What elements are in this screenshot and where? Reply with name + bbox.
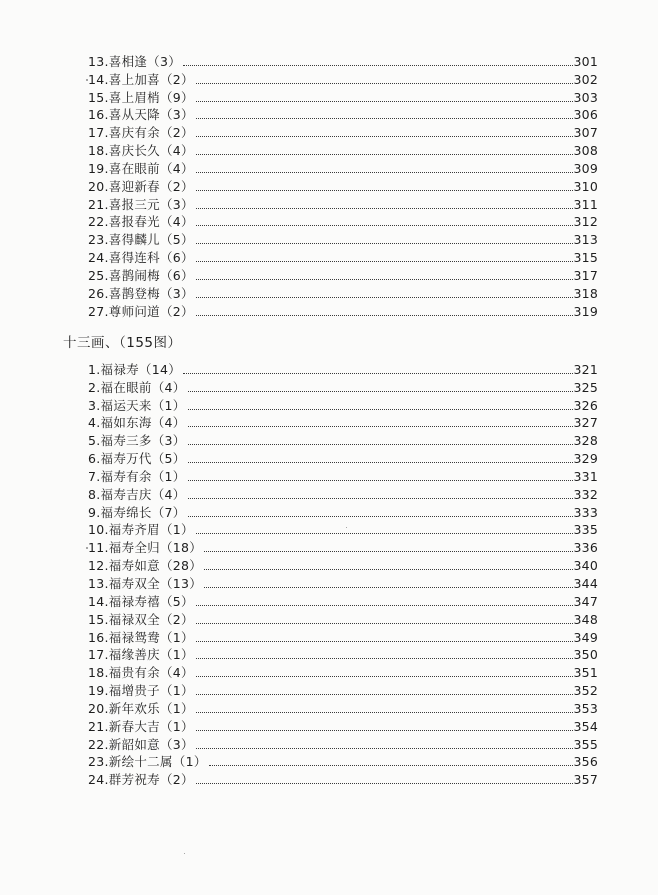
toc-entry[interactable]	[88, 122, 598, 140]
toc-entry-page: 347	[573, 593, 598, 609]
toc-entry-title: 13.福寿双全（13）	[88, 575, 203, 591]
toc-entry[interactable]	[88, 377, 598, 395]
toc-entry-page: 313	[573, 232, 598, 248]
scan-speck	[86, 79, 88, 81]
dot-leader	[188, 461, 573, 463]
dot-leader	[196, 640, 573, 642]
dot-leader	[196, 782, 573, 784]
dot-leader	[196, 314, 573, 316]
dot-leader	[196, 207, 573, 209]
toc-entry-page: 301	[573, 53, 598, 69]
toc-entry-page: 333	[573, 504, 598, 520]
toc-entry-page: 303	[573, 89, 598, 105]
toc-entry[interactable]	[88, 283, 598, 301]
toc-entry[interactable]	[88, 301, 598, 319]
toc-entry[interactable]	[88, 176, 598, 194]
dot-leader	[188, 425, 573, 427]
toc-entry[interactable]	[88, 502, 598, 520]
toc-entry-page: 315	[573, 250, 598, 266]
dot-leader	[196, 82, 573, 84]
toc-entry[interactable]	[88, 51, 598, 69]
toc-entry-title: 16.喜从天降（3）	[88, 107, 194, 123]
toc-entry-title: 27.尊师问道（2）	[88, 303, 194, 319]
toc-entry-page: 355	[573, 736, 598, 752]
dot-leader	[196, 242, 573, 244]
toc-entry-title: 15.喜上眉梢（9）	[88, 89, 194, 105]
toc-entry-title: 1.福禄寿（14）	[88, 361, 182, 377]
toc-entry-page: 328	[573, 433, 598, 449]
dot-leader	[196, 532, 573, 534]
toc-entry[interactable]	[88, 752, 598, 770]
toc-entry-title: 7.福寿有余（1）	[88, 468, 186, 484]
toc-entry-title: 17.福缘善庆（1）	[88, 647, 194, 663]
dot-leader	[196, 153, 573, 155]
dot-leader	[188, 408, 573, 410]
toc-entry[interactable]	[88, 645, 598, 663]
toc-entry-page: 349	[573, 629, 598, 645]
toc-entry[interactable]	[88, 520, 598, 538]
dot-leader	[196, 189, 573, 191]
dot-leader	[196, 100, 573, 102]
toc-list-part1	[88, 51, 598, 319]
toc-entry[interactable]	[88, 537, 598, 555]
dot-leader	[196, 260, 573, 262]
toc-entry[interactable]	[88, 448, 598, 466]
toc-entry-title: 14.福禄寿禧（5）	[88, 593, 194, 609]
toc-entry-title: 5.福寿三多（3）	[88, 433, 186, 449]
toc-entry-title: 9.福寿绵长（7）	[88, 504, 186, 520]
toc-entry-title: 8.福寿吉庆（4）	[88, 486, 186, 502]
toc-entry-title: 16.福禄鸳鸯（1）	[88, 629, 194, 645]
toc-entry[interactable]	[88, 87, 598, 105]
toc-entry-page: 325	[573, 379, 598, 395]
dot-leader	[188, 497, 573, 499]
toc-entry-title: 23.喜得麟儿（5）	[88, 232, 194, 248]
toc-entry[interactable]	[88, 359, 598, 377]
toc-entry-title: 14.喜上加喜（2）	[88, 71, 194, 87]
section-heading: 十三画、（155图）	[63, 335, 182, 351]
toc-entry[interactable]	[88, 229, 598, 247]
toc-entry-page: 356	[573, 754, 598, 770]
toc-entry-page: 331	[573, 468, 598, 484]
toc-entry[interactable]	[88, 247, 598, 265]
dot-leader	[196, 296, 573, 298]
toc-entry-title: 23.新绘十二属（1）	[88, 754, 207, 770]
toc-entry-page: 312	[573, 214, 598, 230]
toc-entry[interactable]	[88, 591, 598, 609]
toc-entry-page: 302	[573, 71, 598, 87]
toc-entry[interactable]	[88, 413, 598, 431]
toc-entry-page: 332	[573, 486, 598, 502]
toc-entry-page: 335	[573, 522, 598, 538]
dot-leader	[209, 764, 573, 766]
dot-leader	[196, 711, 573, 713]
dot-leader	[196, 278, 573, 280]
toc-entry[interactable]	[88, 466, 598, 484]
toc-entry[interactable]	[88, 734, 598, 752]
scan-speck	[346, 527, 347, 528]
toc-entry-title: 15.福禄双全（2）	[88, 611, 194, 627]
toc-entry-page: 336	[573, 540, 598, 556]
toc-entry-page: 353	[573, 700, 598, 716]
toc-entry-page: 319	[573, 303, 598, 319]
toc-entry-page: 310	[573, 178, 598, 194]
toc-entry-title: 19.福增贵子（1）	[88, 683, 194, 699]
toc-entry-page: 354	[573, 718, 598, 734]
toc-entry-title: 24.喜得连科（6）	[88, 250, 194, 266]
toc-entry-title: 18.福贵有余（4）	[88, 665, 194, 681]
toc-entry-page: 348	[573, 611, 598, 627]
scan-speck	[184, 853, 185, 854]
toc-entry[interactable]	[88, 212, 598, 230]
toc-entry[interactable]	[88, 430, 598, 448]
dot-leader	[204, 568, 572, 570]
toc-entry-page: 350	[573, 647, 598, 663]
dot-leader	[196, 604, 573, 606]
toc-entry[interactable]	[88, 573, 598, 591]
toc-entry-title: 11.福寿全归（18）	[88, 540, 203, 556]
toc-entry[interactable]	[88, 769, 598, 787]
toc-entry-page: 329	[573, 451, 598, 467]
toc-entry-page: 308	[573, 143, 598, 159]
toc-entry[interactable]	[88, 698, 598, 716]
dot-leader	[196, 729, 573, 731]
toc-entry-title: 20.新年欢乐（1）	[88, 700, 194, 716]
dot-leader	[196, 117, 573, 119]
toc-entry-page: 317	[573, 267, 598, 283]
toc-entry[interactable]	[88, 662, 598, 680]
toc-entry[interactable]	[88, 627, 598, 645]
toc-entry-page: 357	[573, 772, 598, 788]
scan-speck	[86, 547, 88, 549]
toc-entry-page: 309	[573, 160, 598, 176]
dot-leader	[188, 479, 573, 481]
dot-leader	[196, 224, 573, 226]
toc-entry[interactable]	[88, 609, 598, 627]
dot-leader	[196, 747, 573, 749]
toc-entry-title: 18.喜庆长久（4）	[88, 143, 194, 159]
dot-leader	[196, 675, 573, 677]
toc-entry-page: 327	[573, 415, 598, 431]
toc-entry[interactable]	[88, 158, 598, 176]
toc-entry-title: 25.喜鹊闹梅（6）	[88, 267, 194, 283]
dot-leader	[204, 586, 572, 588]
toc-entry-title: 21.喜报三元（3）	[88, 196, 194, 212]
toc-entry-page: 340	[573, 558, 598, 574]
toc-entry-title: 24.群芳祝寿（2）	[88, 772, 194, 788]
toc-entry-title: 2.福在眼前（4）	[88, 379, 186, 395]
toc-entry-title: 10.福寿齐眉（1）	[88, 522, 194, 538]
dot-leader	[188, 443, 573, 445]
toc-entry[interactable]	[88, 140, 598, 158]
dot-leader	[188, 390, 573, 392]
dot-leader	[188, 515, 573, 517]
toc-entry[interactable]	[88, 680, 598, 698]
toc-entry-page: 306	[573, 107, 598, 123]
toc-list-part2	[88, 359, 598, 787]
toc-entry-title: 19.喜在眼前（4）	[88, 160, 194, 176]
toc-entry-title: 20.喜迎新春（2）	[88, 178, 194, 194]
toc-entry[interactable]	[88, 395, 598, 413]
toc-entry-page: 344	[573, 575, 598, 591]
toc-entry-title: 13.喜相逢（3）	[88, 53, 182, 69]
toc-entry[interactable]	[88, 105, 598, 123]
dot-leader	[196, 657, 573, 659]
dot-leader	[196, 135, 573, 137]
dot-leader	[204, 550, 572, 552]
dot-leader	[183, 372, 572, 374]
dot-leader	[183, 64, 572, 66]
toc-entry-title: 26.喜鹊登梅（3）	[88, 285, 194, 301]
toc-entry-title: 3.福运天来（1）	[88, 397, 186, 413]
toc-entry-title: 22.喜报春光（4）	[88, 214, 194, 230]
toc-entry[interactable]	[88, 194, 598, 212]
toc-entry-title: 17.喜庆有余（2）	[88, 125, 194, 141]
toc-entry[interactable]	[88, 69, 598, 87]
toc-entry[interactable]	[88, 716, 598, 734]
toc-entry-title: 22.新韶如意（3）	[88, 736, 194, 752]
dot-leader	[196, 693, 573, 695]
toc-entry-page: 352	[573, 683, 598, 699]
dot-leader	[196, 171, 573, 173]
toc-entry-title: 6.福寿万代（5）	[88, 451, 186, 467]
toc-entry-title: 21.新春大吉（1）	[88, 718, 194, 734]
toc-entry-title: 12.福寿如意（28）	[88, 558, 203, 574]
toc-entry[interactable]	[88, 265, 598, 283]
toc-entry-title: 4.福如东海（4）	[88, 415, 186, 431]
toc-entry-page: 326	[573, 397, 598, 413]
toc-entry-page: 311	[573, 196, 598, 212]
toc-entry-page: 318	[573, 285, 598, 301]
toc-entry-page: 351	[573, 665, 598, 681]
toc-entry-page: 321	[573, 361, 598, 377]
dot-leader	[196, 622, 573, 624]
toc-entry[interactable]	[88, 555, 598, 573]
toc-entry[interactable]	[88, 484, 598, 502]
toc-entry-page: 307	[573, 125, 598, 141]
